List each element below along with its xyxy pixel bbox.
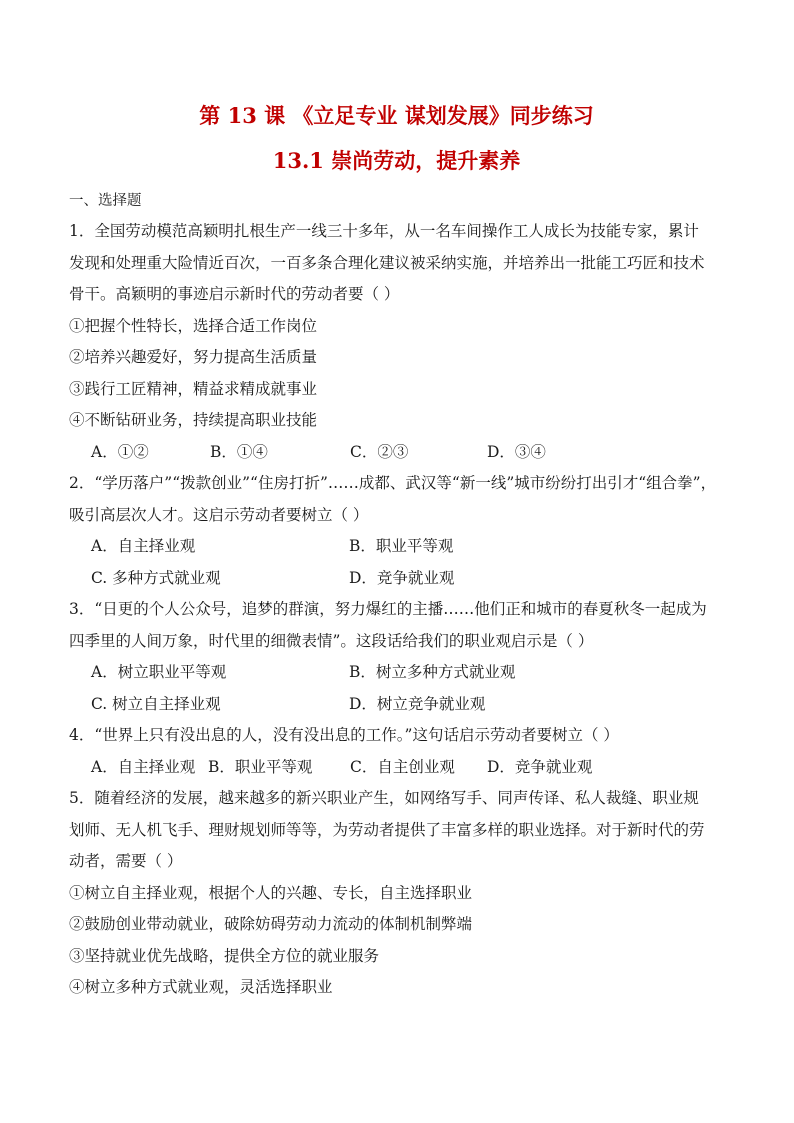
option-d[interactable]: D．③④ <box>487 442 546 461</box>
question-4-line: 4．“世界上只有没出息的人，没有没出息的工作。”这句话启示劳动者要树立（ ） <box>69 726 619 744</box>
option-d[interactable]: D．树立竞争就业观 <box>349 694 486 713</box>
question-3-options <box>69 689 724 721</box>
option-c[interactable]: C. 多种方式就业观 <box>91 568 221 587</box>
question-1-statement: ①把握个性特长，选择合适工作岗位 <box>69 316 318 335</box>
question-3-line: 四季里的人间万象，时代里的细微表情”。这段话给我们的职业观启示是（ ） <box>69 631 594 650</box>
question-1-statement: ③践行工匠精神，精益求精成就事业 <box>69 379 318 398</box>
question-5-line: 动者，需要（ ） <box>69 852 183 870</box>
question-2 <box>69 468 724 594</box>
option-a[interactable]: A．自主择业观 <box>91 537 196 555</box>
question-3-options <box>69 657 724 689</box>
question-1-statement: ②培养兴趣爱好，努力提高生活质量 <box>69 348 318 366</box>
question-5 <box>69 783 724 1004</box>
question-5-line: 5．随着经济的发展，越来越多的新兴职业产生，如网络写手、同声传译、私人裁缝、职业规 <box>69 789 699 807</box>
question-5-line: 划师、无人机飞手、理财规划师等等，为劳动者提供了丰富多样的职业选择。对于新时代的劳 <box>69 820 705 839</box>
option-b[interactable]: B．树立多种方式就业观 <box>349 663 516 681</box>
option-c[interactable]: C. 树立自主择业观 <box>91 694 221 713</box>
page-subtitle: 13.1 崇尚劳动，提升素养 <box>272 148 521 173</box>
question-2-options <box>69 563 724 595</box>
option-a[interactable]: A．自主择业观 <box>91 757 196 776</box>
option-b[interactable]: B．职业平等观 <box>349 537 454 555</box>
option-d[interactable]: D．竞争就业观 <box>349 568 455 587</box>
question-1-statement: ④不断钻研业务，持续提高职业技能 <box>69 411 318 429</box>
question-4 <box>69 720 724 783</box>
question-5-statement: ④树立多种方式就业观，灵活选择职业 <box>69 978 333 996</box>
question-3 <box>69 594 724 720</box>
question-2-line: 2．“学历落户”“拨款创业”“住房打折”……成都、武汉等“新一线”城市纷纷打出引才“组合拳”， <box>69 474 717 492</box>
option-a[interactable]: A．树立职业平等观 <box>91 663 227 681</box>
option-d[interactable]: D．竞争就业观 <box>487 757 593 776</box>
question-4-options <box>69 752 724 784</box>
option-c[interactable]: C．自主创业观 <box>350 757 455 776</box>
option-c[interactable]: C．②③ <box>350 442 409 461</box>
question-1 <box>69 216 724 468</box>
question-3-line: 3．“日更的个人公众号，追梦的群演，努力爆红的主播……他们正和城市的春夏秋冬一起成为 <box>69 600 707 618</box>
section-heading: 一、选择题 <box>69 193 142 209</box>
option-a[interactable]: A．①② <box>91 442 149 461</box>
question-1-line: 1．全国劳动模范高颖明扎根生产一线三十多年，从一名车间操作工人成长为技能专家，累计 <box>69 222 699 240</box>
question-2-options <box>69 531 724 563</box>
question-1-line: 骨干。高颖明的事迹启示新时代的劳动者要（ ） <box>69 285 400 303</box>
question-2-line: 吸引高层次人才。这启示劳动者要树立（ ） <box>69 505 369 524</box>
option-b[interactable]: B．职业平等观 <box>208 757 313 776</box>
question-1-line: 发现和处理重大险情近百次，一百多条合理化建议被采纳实施，并培养出一批能工巧匠和技术 <box>69 253 705 272</box>
question-1-options <box>69 437 724 469</box>
question-5-statement: ③坚持就业优先战略，提供全方位的就业服务 <box>69 946 380 965</box>
option-b[interactable]: B．①④ <box>210 442 268 461</box>
question-5-statement: ②鼓励创业带动就业，破除妨碍劳动力流动的体制机制弊端 <box>69 915 473 933</box>
page-title: 第 13 课 《立足专业 谋划发展》同步练习 <box>199 103 594 128</box>
question-5-statement: ①树立自主择业观，根据个人的兴趣、专长，自主选择职业 <box>69 883 473 902</box>
